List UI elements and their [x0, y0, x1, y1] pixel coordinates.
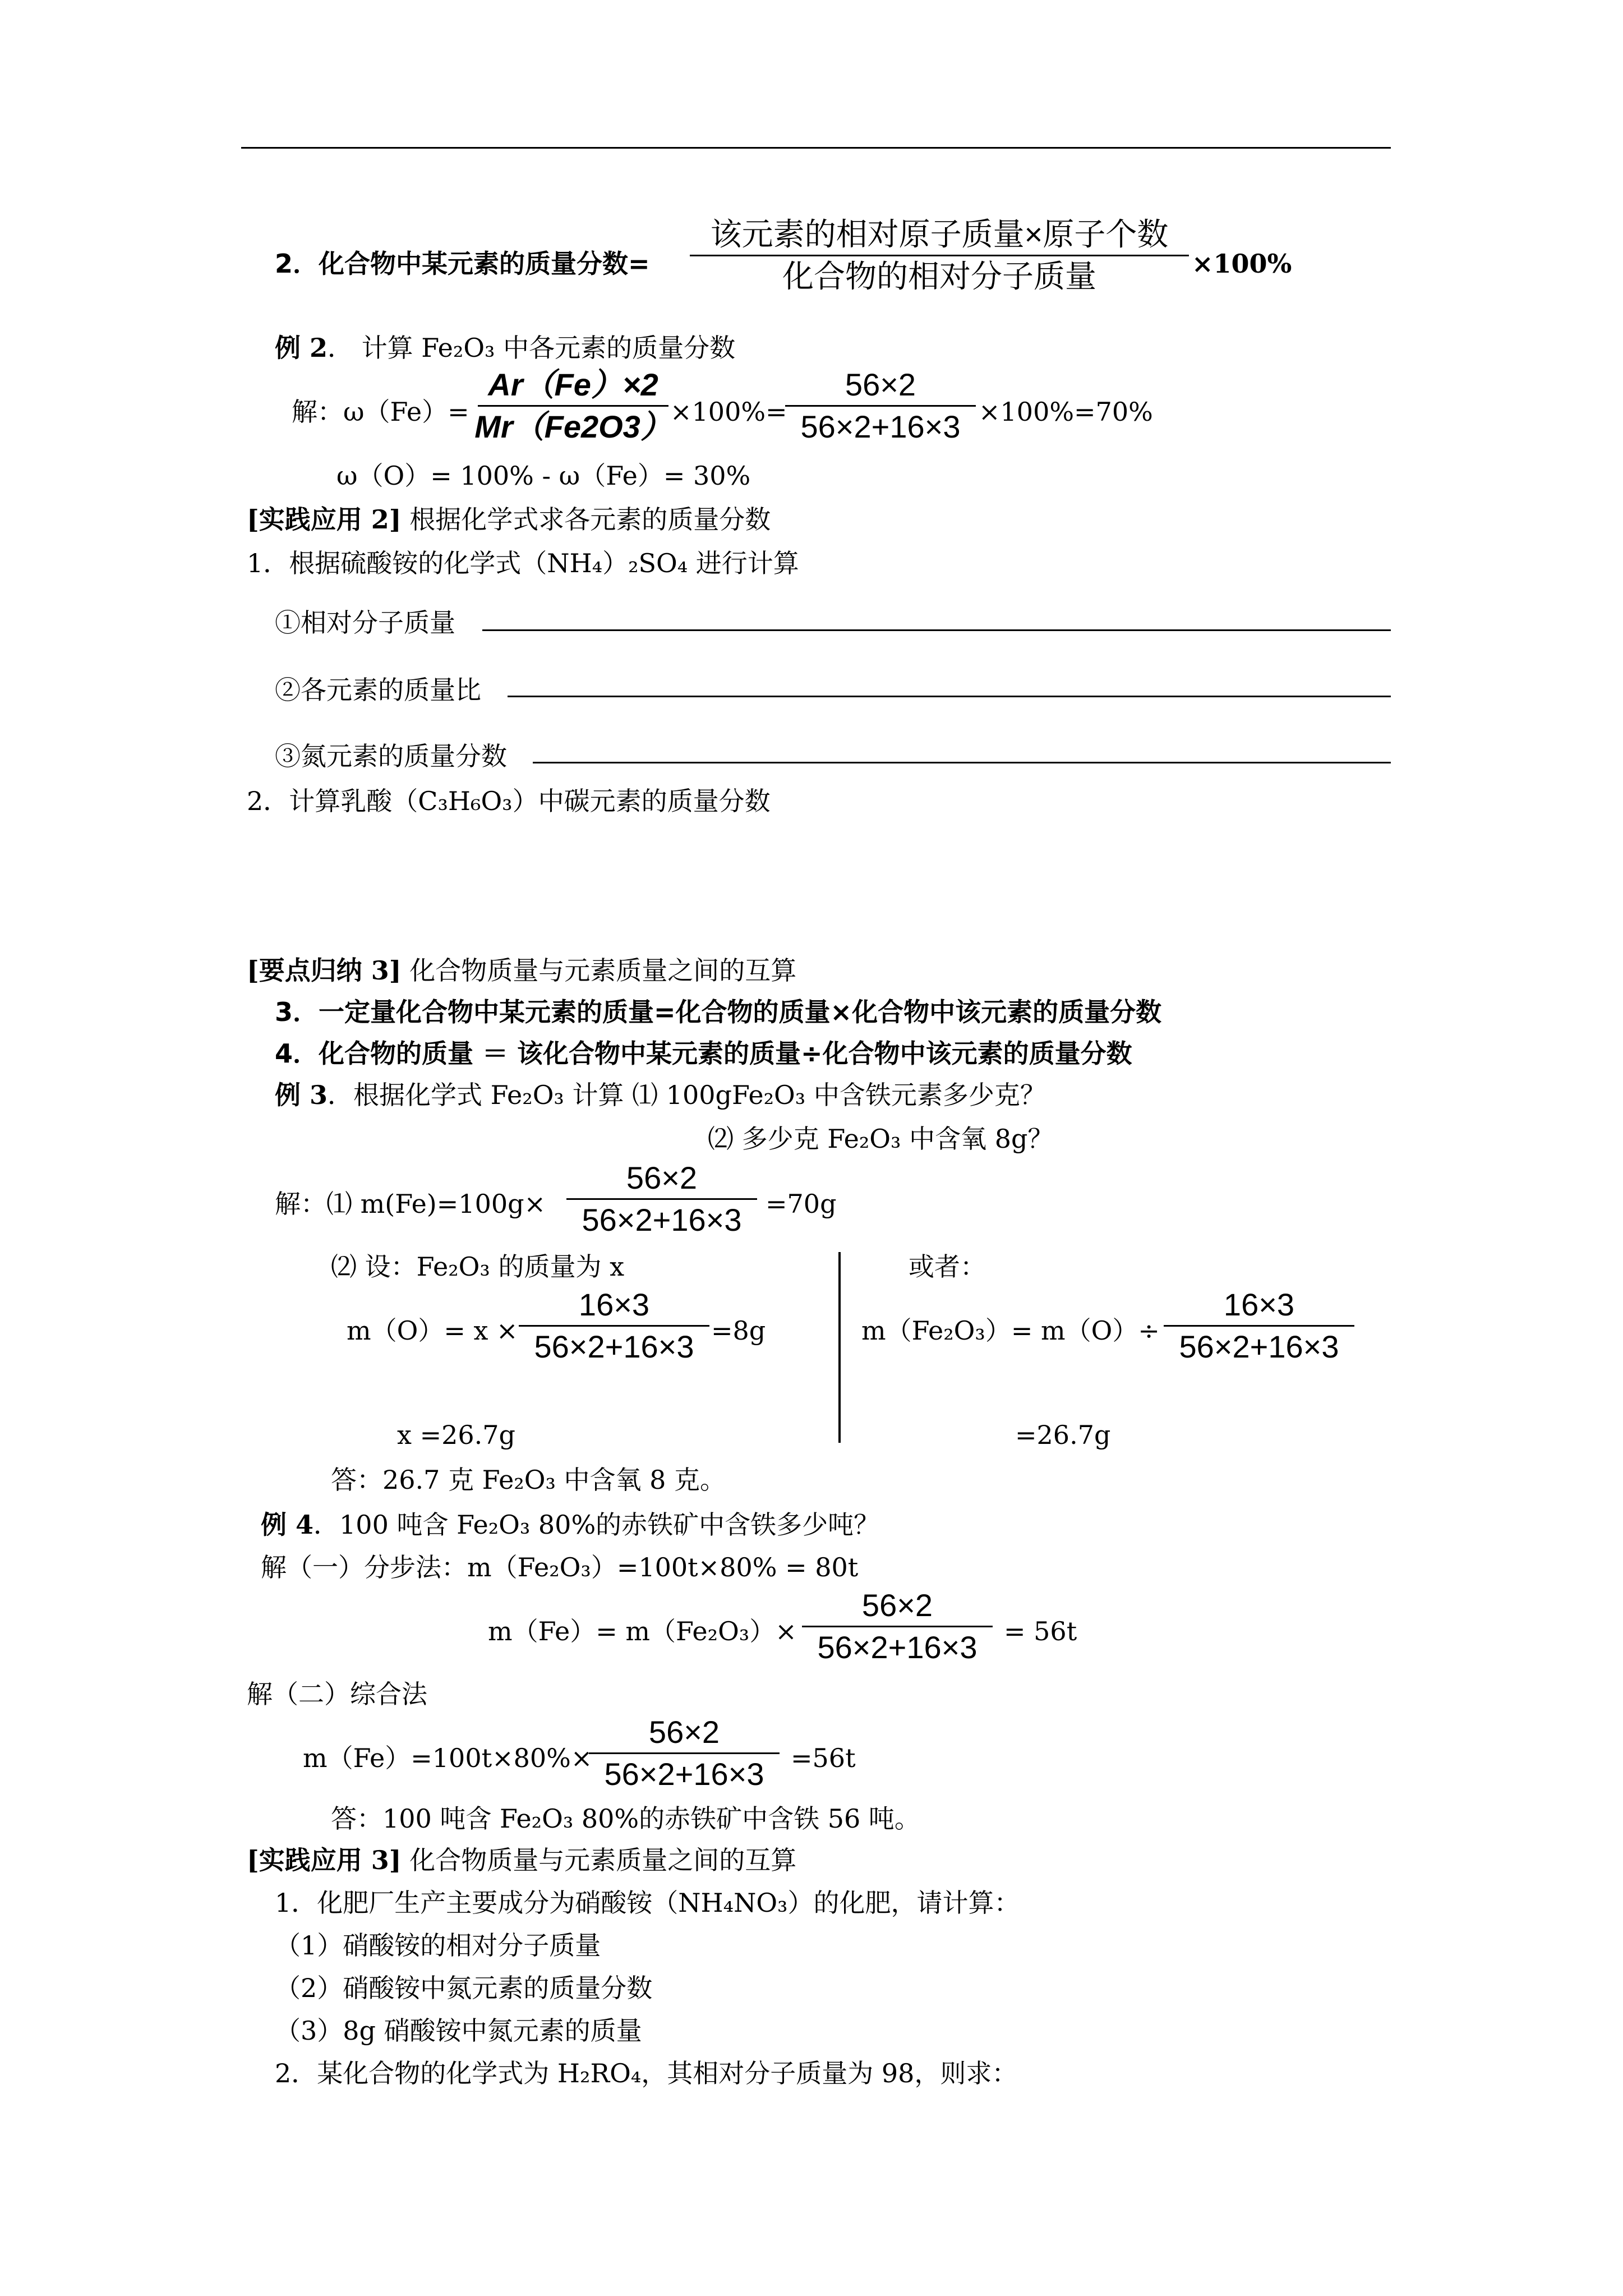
practice2-q1b: ②各元素的质量比 — [275, 675, 481, 705]
example3-s1-tail: =70g — [766, 1189, 837, 1219]
example2-tail: ×100%=70% — [979, 397, 1153, 427]
example3-title — [275, 1078, 1046, 1112]
practice3-q1c: （3）8g 硝酸铵中氮元素的质量 — [275, 2016, 642, 2046]
summary3-tag: [要点归纳 3] — [247, 955, 402, 986]
example3-s2-denominator: 56×2+16×3 — [534, 1329, 694, 1364]
summary3-rule3: 3．一定量化合物中某元素的质量=化合物的质量×化合物中该元素的质量分数 — [275, 997, 1162, 1027]
example4-title — [261, 1508, 879, 1542]
example3-alt-label: m（Fe₂O₃）= m（O）÷ — [861, 1315, 1160, 1346]
example2-f1-numerator: Ar（Fe）×2 — [488, 367, 658, 402]
example3-label: 例 3 — [275, 1080, 328, 1110]
practice2-heading — [247, 503, 771, 536]
example2-fraction-1 — [474, 365, 672, 447]
practice2-q1: 1．根据硫酸铵的化学式（NH₄）₂SO₄ 进行计算 — [247, 548, 799, 578]
example3-s1-label: 解：⑴ m(Fe)=100g× — [275, 1189, 546, 1219]
example4-m2-denominator: 56×2+16×3 — [604, 1756, 764, 1792]
practice3-tag: [实践应用 3] — [247, 1845, 402, 1875]
example3-question: ．根据化学式 Fe₂O₃ 计算 ⑴ 100gFe₂O₃ 中含铁元素多少克？ — [328, 1080, 1046, 1110]
practice2-q2: 2．计算乳酸（C₃H₆O₃）中碳元素的质量分数 — [247, 786, 771, 816]
header-rule — [241, 147, 1391, 149]
example3-s2-fraction — [519, 1285, 709, 1367]
example4-question: ．100 吨含 Fe₂O₃ 80%的赤铁矿中含铁多少吨？ — [313, 1510, 880, 1540]
formula2-suffix: ×100% — [1192, 249, 1292, 279]
example3-s1-numerator: 56×2 — [626, 1160, 698, 1195]
example2-f2-numerator: 56×2 — [845, 367, 916, 402]
practice3-q1a: （1）硝酸铵的相对分子质量 — [275, 1930, 601, 1961]
example3-answer: 答：26.7 克 Fe₂O₃ 中含氧 8 克。 — [331, 1465, 726, 1495]
example2-solution-label: 解：ω（Fe）= — [292, 397, 469, 427]
example2-f2-denominator: 56×2+16×3 — [800, 409, 961, 444]
example3-alt-result: =26.7g — [1015, 1420, 1111, 1450]
example4-m2-numerator: 56×2 — [648, 1714, 720, 1750]
practice2-q1a: ①相对分子质量 — [275, 608, 455, 638]
example4-answer: 答：100 吨含 Fe₂O₃ 80%的赤铁矿中含铁 56 吨。 — [331, 1803, 920, 1834]
example3-s1-denominator: 56×2+16×3 — [582, 1202, 742, 1237]
formula2-numerator: 该元素的相对原子质量×原子个数 — [710, 217, 1169, 252]
practice3-q1: 1．化肥厂生产主要成分为硝酸铵（NH₄NO₃）的化肥，请计算： — [275, 1888, 1020, 1918]
example4-m1-numerator: 56×2 — [861, 1588, 933, 1623]
example3-s2-tail: =8g — [711, 1315, 766, 1346]
example2-fraction-2 — [785, 365, 976, 447]
example4-m2-label: m（Fe）=100t×80%× — [303, 1743, 593, 1773]
formula2-fraction — [690, 214, 1189, 297]
formula2-prefix: 2．化合物中某元素的质量分数= — [275, 249, 650, 279]
summary3-heading — [247, 954, 796, 987]
example2-mid: ×100%= — [670, 397, 787, 427]
example2-f1-denominator: Mr（Fe2O3） — [474, 409, 672, 444]
example2-title — [275, 331, 735, 365]
answer-blank-2[interactable] — [508, 696, 1391, 697]
example2-oxygen-line: ω（O）= 100% - ω（Fe）= 30% — [336, 461, 751, 491]
example3-alt-fraction — [1164, 1285, 1354, 1367]
example3-alt-denominator: 56×2+16×3 — [1179, 1329, 1339, 1364]
example4-m1-fraction — [802, 1585, 993, 1668]
practice3-q2: 2．某化合物的化学式为 H₂RO₄，其相对分子质量为 98，则求： — [275, 2058, 1018, 2088]
practice2-q1c: ③氮元素的质量分数 — [275, 741, 507, 771]
practice2-title: 根据化学式求各元素的质量分数 — [409, 504, 771, 535]
example4-m1-label: m（Fe）= m（Fe₂O₃）× — [488, 1616, 797, 1646]
example3-s2-label: m（O）= x × — [347, 1315, 518, 1346]
practice3-heading — [247, 1843, 796, 1877]
example4-m1-line1: 解（一）分步法：m（Fe₂O₃）=100t×80% = 80t — [261, 1552, 859, 1582]
example3-s1-fraction — [566, 1158, 757, 1240]
summary3-rule4: 4．化合物的质量 ＝ 该化合物中某元素的质量÷化合物中该元素的质量分数 — [275, 1038, 1132, 1069]
example3-s2-intro: ⑵ 设：Fe₂O₃ 的质量为 x — [331, 1251, 625, 1282]
answer-blank-1[interactable] — [482, 629, 1391, 631]
example4-m1-denominator: 56×2+16×3 — [817, 1630, 978, 1665]
practice3-q1b: （2）硝酸铵中氮元素的质量分数 — [275, 1973, 653, 2003]
example2-question: ． 计算 Fe₂O₃ 中各元素的质量分数 — [328, 333, 736, 363]
divider-line — [838, 1252, 841, 1443]
example4-m2-fraction — [589, 1712, 780, 1795]
example4-m2-tail: =56t — [791, 1743, 856, 1773]
example3-s2-numerator: 16×3 — [578, 1287, 650, 1322]
example4-label: 例 4 — [261, 1510, 314, 1540]
example2-label: 例 2 — [275, 333, 328, 363]
example4-m2-heading: 解（二）综合法 — [247, 1679, 427, 1709]
example4-m1-tail: = 56t — [1004, 1616, 1077, 1646]
example3-alt-numerator: 16×3 — [1223, 1287, 1295, 1322]
answer-blank-3[interactable] — [533, 762, 1391, 763]
example3-q2: ⑵ 多少克 Fe₂O₃ 中含氧 8g？ — [708, 1124, 1054, 1154]
summary3-title: 化合物质量与元素质量之间的互算 — [409, 955, 797, 986]
example3-s2-result: x =26.7g — [397, 1420, 515, 1450]
example3-alt-intro: 或者： — [909, 1251, 986, 1282]
practice2-tag: [实践应用 2] — [247, 504, 402, 535]
formula2-denominator: 化合物的相对分子质量 — [782, 259, 1096, 294]
practice3-title: 化合物质量与元素质量之间的互算 — [409, 1845, 797, 1875]
